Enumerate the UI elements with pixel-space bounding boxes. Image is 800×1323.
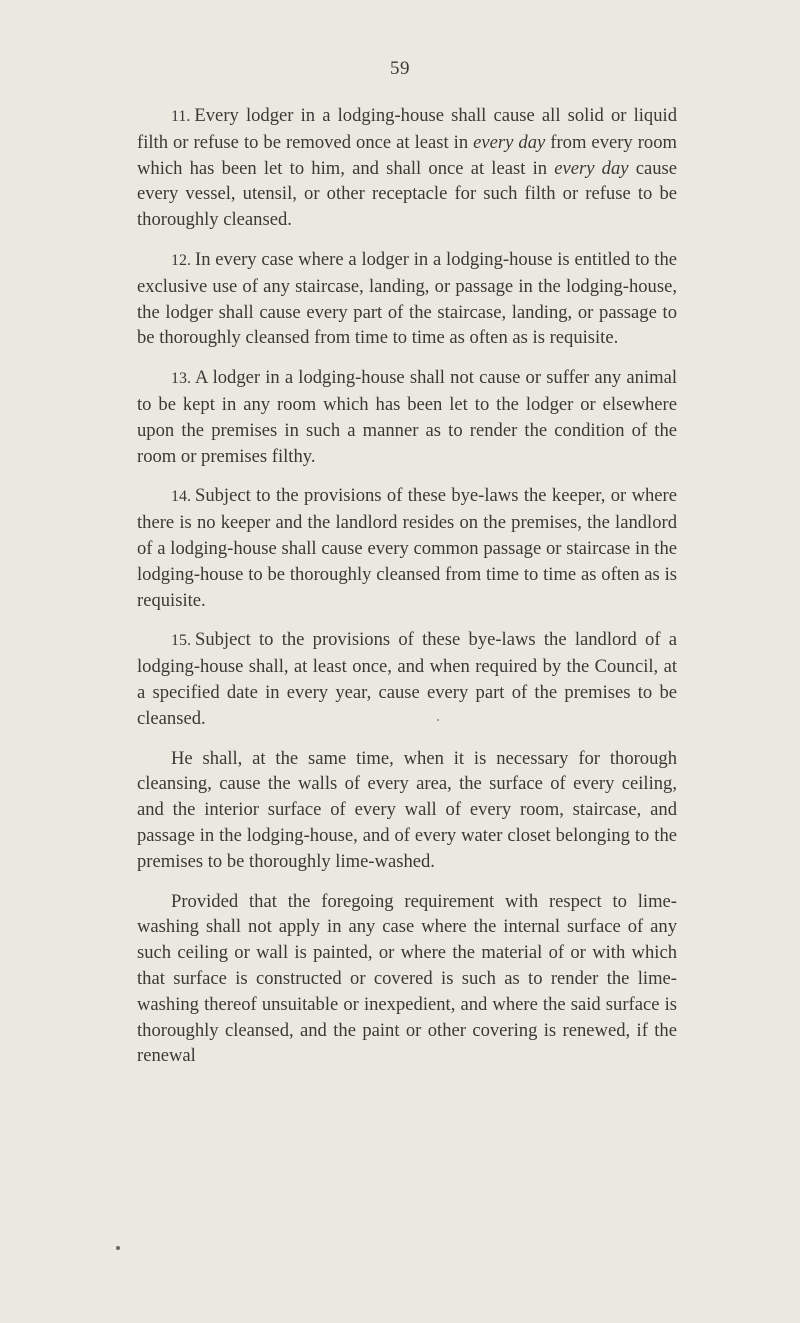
paragraph-text: He shall, at the same time, when it is necessary for thorough cleansing, cause the walls of every area, the surface of every ceiling, and the interior surface of every wall of every room, staircase, and passage in the lodging-house, and of every water closet belonging to the premises to be thoroughly lime-washed. (137, 747, 677, 872)
paragraph-emphasis: every day (554, 157, 629, 179)
paragraph-15 (137, 627, 677, 731)
paragraph-text: In every case where a lodger in a lodging-house is entitled to the exclusive use of any staircase, landing, or passage in the lodging-house, the lodger shall cause every part of the staircase, landing, or passage to be thoroughly cleansed from time to time as often as is requisite. (137, 248, 677, 349)
paragraph-text: Every lodger in a lodging-house shall cause all solid or liquid filth or refuse to be removed once at least in (137, 105, 677, 153)
paragraph-12 (137, 247, 677, 351)
paragraph-text: Provided that the foregoing requirement with respect to lime-washing shall not apply in any case where the internal surface of any such ceiling or wall is painted, or where the material of or with which that surface is constructed or covered is such as to render the lime-washing thereof unsuitable or inexpedient, and where the said surface is thoroughly cleansed, and the paint or other covering is renewed, if the renewal (137, 890, 677, 1067)
paragraph-number: 14. (171, 488, 191, 506)
paragraph-text: from every room which has been let to him, and shall once at least in (137, 131, 677, 179)
body-text (137, 103, 677, 1083)
paragraph-number: 15. (171, 632, 191, 650)
paragraph-number: 11. (171, 108, 191, 125)
paragraph-emphasis: every day (473, 131, 546, 153)
paragraph-proviso (137, 889, 677, 1070)
paragraph-13 (137, 365, 677, 469)
page-number: 59 (390, 58, 410, 79)
paragraph-14 (137, 483, 677, 613)
paragraph-text: cause every vessel, utensil, or other receptacle for such filth or refuse to be thoroughly cleansed. (137, 157, 677, 231)
paragraph-text: A lodger in a lodging-house shall not cause or suffer any animal to be kept in any room which has been let to the lodger or elsewhere upon the premises in such a manner as to render the condition of the room or premises filthy. (137, 367, 677, 467)
paragraph-number: 13. (171, 370, 191, 388)
paragraph-text: Subject to the provisions of these bye-laws the keeper, or where there is no keeper and the landlord resides on the premises, the landlord of a lodging-house shall cause every common passage or staircase in the lodging-house to be thoroughly cleansed from time to time as often as is requisite. (137, 485, 677, 611)
paragraph-15-continued (137, 746, 677, 875)
paragraph-number: 12. (171, 251, 191, 269)
paragraph-11 (137, 103, 677, 233)
ink-fleck (437, 719, 439, 721)
paragraph-text: Subject to the provisions of these bye-laws the landlord of a lodging-house shall, at least once, and when required by the Council, at a specified date in every year, cause every part of the premises to be cleansed. (137, 629, 677, 729)
ink-fleck (116, 1246, 120, 1250)
